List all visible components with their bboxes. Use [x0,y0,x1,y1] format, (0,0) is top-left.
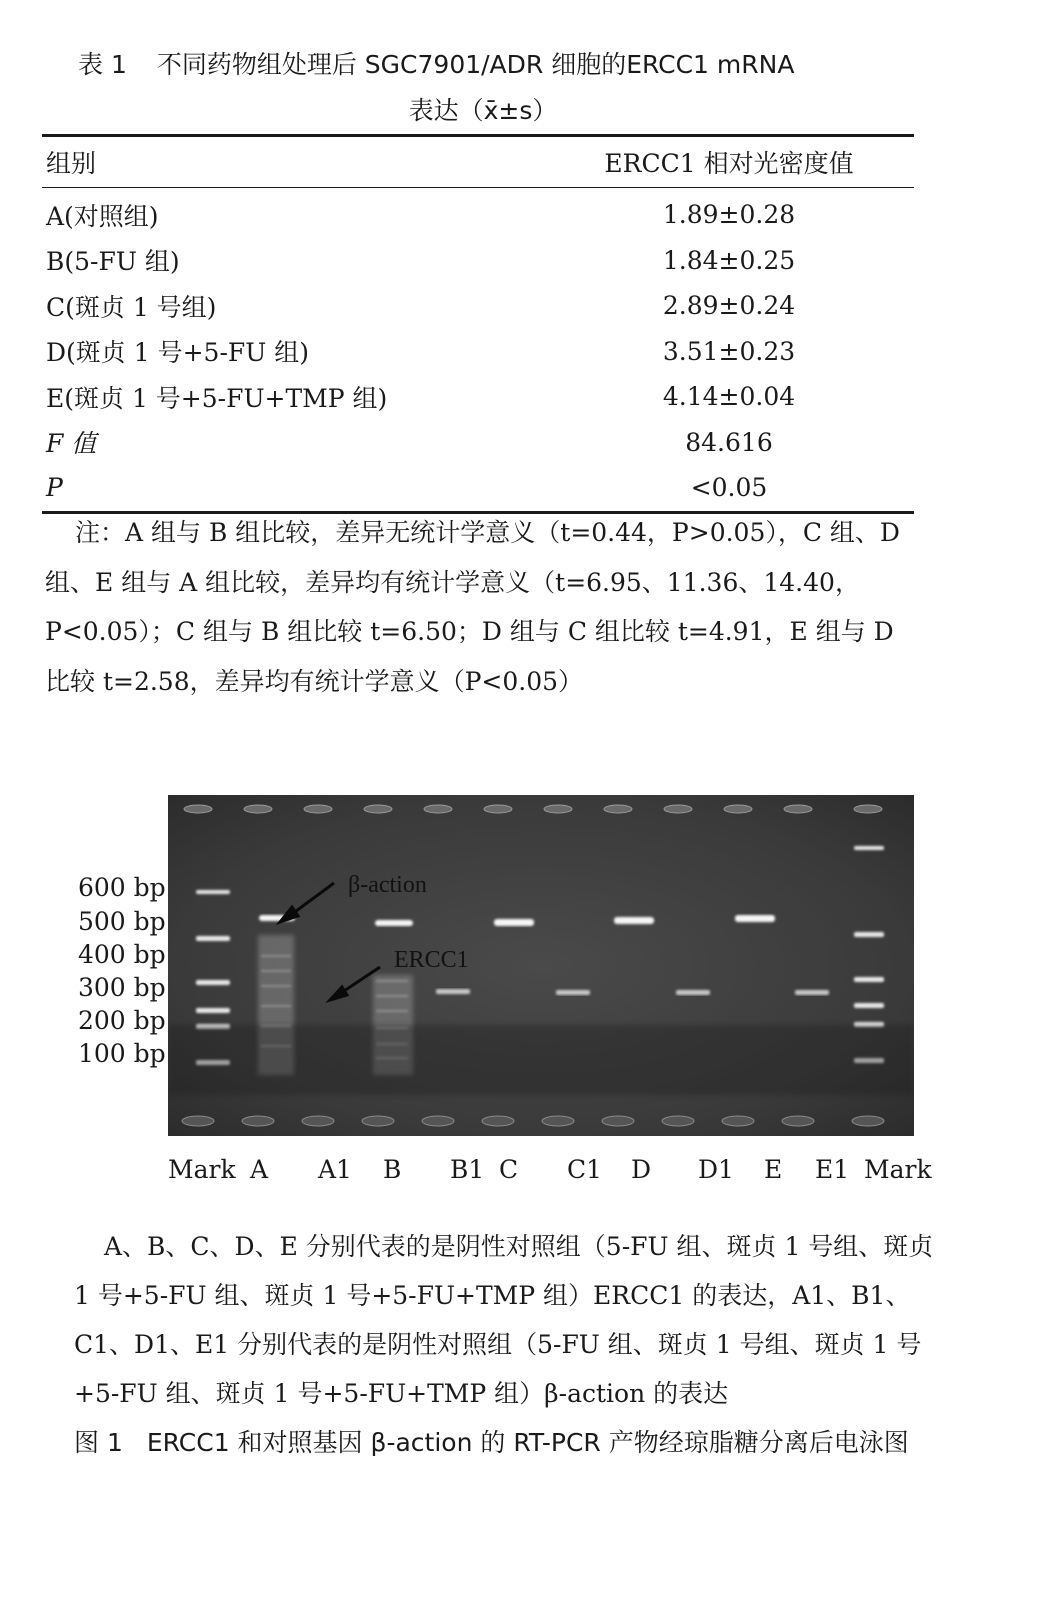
row-group: P [46,473,63,503]
header-group: 组别 [46,149,97,178]
table-row [42,329,914,375]
lane-label: A [250,1155,269,1184]
header-value: ERCC1 相对光密度值 [604,149,854,178]
row-value: <0.05 [690,473,768,503]
lane-label: C1 [567,1155,603,1184]
table-row [42,238,914,284]
table-row [42,420,914,466]
table-row [42,188,914,238]
row-group: A(对照组) [46,201,159,231]
row-group: D(斑贞 1 号+5-FU 组) [46,338,310,368]
bp-label: 200 bp [78,1006,166,1035]
lane-label: E1 [815,1155,850,1184]
data-table [42,134,914,514]
lane-label: A1 [318,1155,352,1184]
table-note [45,508,917,706]
row-group: B(5-FU 组) [46,247,180,277]
table-header-row [42,136,914,188]
table-row [42,465,914,512]
table-caption [78,42,918,134]
table-title-line2: 表达（x̄±s） [408,96,558,125]
bp-label: 100 bp [78,1039,166,1068]
figure-note [74,1222,949,1418]
row-value: 3.51±0.23 [662,336,796,366]
row-value: 4.14±0.04 [662,382,796,412]
lane-label: E [764,1155,783,1184]
bp-label: 600 bp [78,873,166,902]
row-value: 2.89±0.24 [662,291,796,321]
row-value: 1.84±0.25 [662,245,796,275]
row-group: E(斑贞 1 号+5-FU+TMP 组) [46,383,388,413]
bp-label: 300 bp [78,973,166,1002]
bp-label: 400 bp [78,940,166,969]
lane-label: Mark [864,1155,932,1184]
figure-note-text: A、B、C、D、E 分别代表的是阴性对照组（5-FU 组、斑贞 1 号组、斑贞 1 号+5-FU 组、斑贞 1 号+5-FU+TMP 组）ERCC1 的表达，A1、B1、C1、D1、E1 分别代表的是阴性对照组（5-FU 组、斑贞 1 号组、斑贞 1 号+5-FU 组、斑贞 1 号+5-FU+TMP 组）β-action 的表达 [74,1232,934,1408]
gel-electrophoresis-image [168,795,914,1136]
figure-caption [74,1418,954,1468]
figure-label: 图 1 [74,1428,123,1457]
bp-label: 500 bp [78,907,166,936]
table-row [42,283,914,329]
lane-label: D1 [698,1155,734,1184]
lane-labels [168,1155,938,1189]
row-group: C(斑贞 1 号组) [46,292,217,322]
lane-label: B1 [450,1155,485,1184]
table-row [42,374,914,420]
table-title-line1: 不同药物组处理后 SGC7901/ADR 细胞的ERCC1 mRNA [156,50,795,79]
lane-label: D [631,1155,652,1184]
lane-label: Mark [168,1155,236,1184]
row-group: F 值 [46,429,97,459]
table-note-text: 注：A 组与 B 组比较，差异无统计学意义（t=0.44，P>0.05），C 组、D 组、E 组与 A 组比较，差异均有统计学意义（t=6.95、11.36、14.40，P<0.05）；C 组与 B 组比较 t=6.50；D 组与 C 组比较 t=4.91，E 组与 D 比较 t=2.58，差异均有统计学意义（P<0.05） [45,518,900,696]
row-value: 84.616 [685,427,773,457]
beta-action-label: β-action [348,872,427,898]
figure-caption-text: ERCC1 和对照基因 β-action 的 RT-PCR 产物经琼脂糖分离后电泳图 [146,1428,909,1457]
lane-label: B [383,1155,402,1184]
ercc1-label: ERCC1 [394,947,469,973]
lane-label: C [499,1155,519,1184]
row-value: 1.89±0.28 [662,200,796,230]
dark-zone [168,1025,914,1095]
table-label: 表 1 [78,50,127,79]
